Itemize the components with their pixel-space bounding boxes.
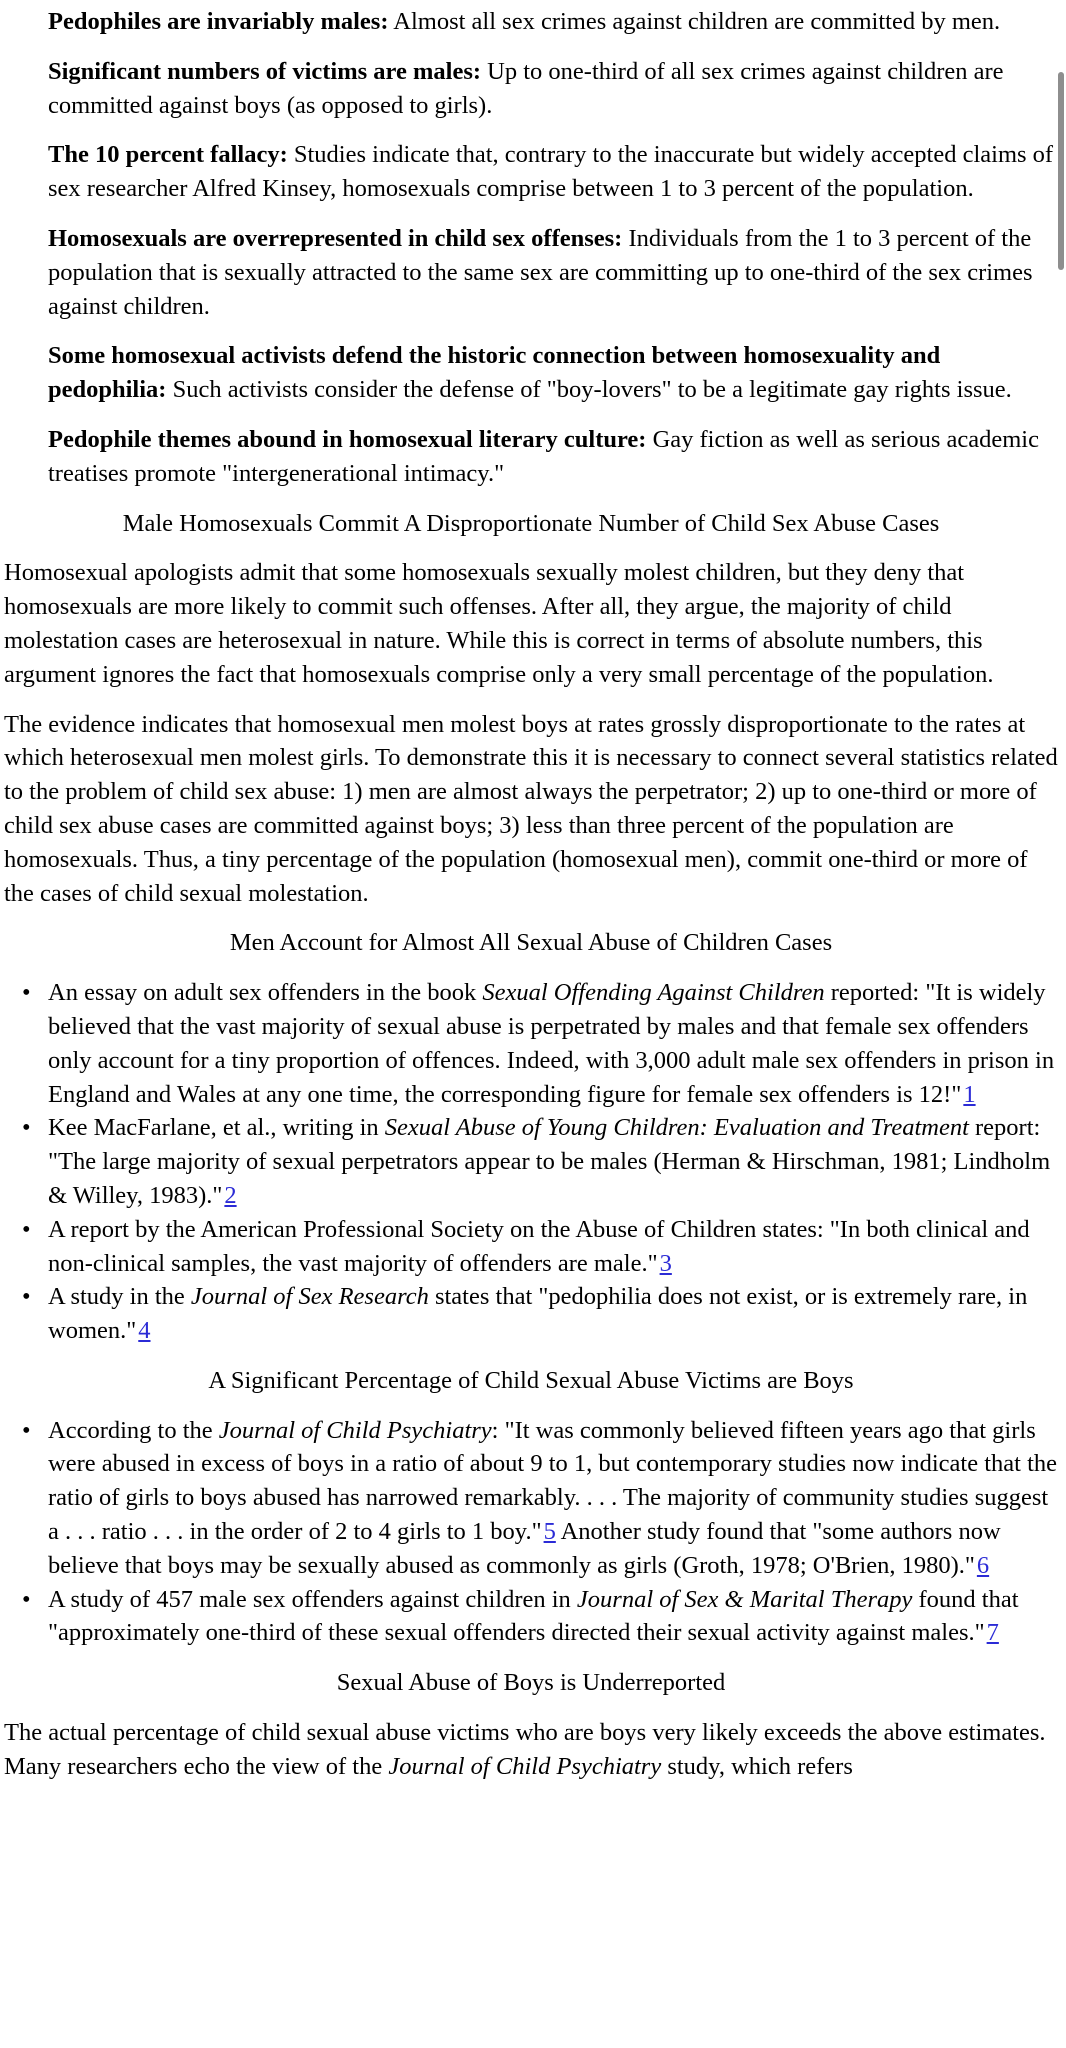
publication-title: Sexual Abuse of Young Children: Evaluation and Treatment [384,1114,969,1142]
key-point-title: Significant numbers of victims are males: [48,57,482,85]
key-point-title: The 10 percent fallacy: [48,141,288,169]
vertical-scrollbar[interactable] [1057,0,1066,2048]
item-text: A study in the [48,1283,191,1311]
key-point [48,339,1058,407]
publication-title: Journal of Child Psychiatry [388,1752,662,1780]
key-point [48,222,1058,323]
item-text: A study of 457 male sex offenders against children in [48,1585,577,1613]
bullet-icon: • [22,1283,31,1311]
list-item [22,1213,1058,1281]
list-item [22,976,1058,1111]
bullet-icon: • [22,1114,31,1142]
scrollbar-thumb[interactable] [1058,72,1064,270]
bullet-list [4,1414,1058,1651]
key-point-text: Up to one-third of all sex crimes against children are committed against boys (as opposed to girls). [48,57,1004,119]
body-paragraph: The evidence indicates that homosexual men molest boys at rates grossly disproportionate to the rates at which heterosexual men molest girls. To demonstrate this it is necessary to connect several statistics related to the problem of child sex abuse: 1) men are almost always the perpetrator; 2) up to one-third or more of child sex abuse cases are committed against boys; 3) less than three percent of the population are homosexuals. Thus, a tiny percentage of the population (homosexual men), commit one-third or more of the cases of child sexual molestation. [4,710,1058,907]
key-point-text: Studies indicate that, contrary to the inaccurate but widely accepted claims of sex researcher Alfred Kinsey, homosexuals comprise between 1 to 3 percent of the population. [48,141,1054,203]
publication-title: Journal of Sex & Marital Therapy [576,1585,913,1613]
item-text: states that "pedophilia does not exist, or is extremely rare, in women." [48,1283,1028,1345]
bullet-list [4,976,1058,1348]
section-heading: Sexual Abuse of Boys is Underreported [336,1669,726,1697]
bullet-icon: • [22,1416,31,1444]
list-item [22,1414,1058,1583]
item-text: : "It was commonly believed fifteen years ago that girls were abused in excess of boys in a ratio of about 9 to 1, but contemporary studies now indicate that the ratio of girls to boys abused has narrowed remarkably. . . . The majority of community studies suggest a . . . ratio . . . in the order of 2 to 4 girls to 1 boy." [48,1416,1057,1546]
key-point-title: Pedophile themes abound in homosexual literary culture: [48,425,647,453]
item-text: reported: "It is widely believed that the vast majority of sexual abuse is perpetrated by males and that female sex offenders only account for a tiny proportion of offences. Indeed, with 3,000 adult male sex offenders in prison in England and Wales at any one time, the corresponding figure for female sex offenders is 12!" [48,979,1055,1108]
item-text: A report by the American Professional Society on the Abuse of Children states: "In both clinical and non-clinical samples, the vast majority of offenders are male." [48,1215,1030,1277]
footnote-link[interactable]: 6 [976,1551,990,1579]
list-item [22,1111,1058,1212]
key-point-text: Almost all sex crimes against children are committed by men. [388,8,1001,35]
section-heading: Men Account for Almost All Sexual Abuse of Children Cases [229,929,833,957]
item-text: found that "approximately one-third of these sexual offenders directed their sexual activity against males." [48,1585,1019,1647]
paragraph-text: study, which refers [661,1752,853,1780]
key-point-text: Individuals from the 1 to 3 percent of the population that is sexually attracted to the same sex are committing up to one-third of the sex crimes against children. [48,224,1033,320]
item-text: report: "The large majority of sexual perpetrators appear to be males (Herman & Hirschman, 1981; Lindholm & Willey, 1983)." [48,1114,1051,1209]
key-point [48,5,1058,39]
publication-title: Journal of Sex Research [190,1283,429,1311]
key-point [48,138,1058,206]
key-points [4,5,1058,491]
document-body [4,5,1058,1800]
key-point [48,423,1058,491]
bullet-icon: • [22,979,31,1007]
list-item [22,1583,1058,1651]
bullet-icon: • [22,1585,31,1613]
item-text: According to the [48,1416,219,1444]
key-point-text: Such activists consider the defense of "boy-lovers" to be a legitimate gay rights issue. [166,376,1012,404]
item-text: Kee MacFarlane, et al., writing in [48,1114,385,1142]
list-item [22,1280,1058,1348]
key-point-title: Some homosexual activists defend the historic connection between homosexuality and pedophilia: [48,342,941,404]
item-text: Another study found that "some authors now believe that boys may be sexually abused as commonly as girls (Groth, 1978; O'Brien, 1980)." [48,1518,1001,1579]
footnote-link[interactable]: 4 [138,1317,151,1345]
footnote-link[interactable]: 1 [963,1080,976,1108]
footnote-link[interactable]: 2 [224,1181,237,1209]
item-text: An essay on adult sex offenders in the book [48,979,483,1007]
publication-title: Journal of Child Psychiatry [218,1416,492,1444]
key-point [48,55,1058,123]
body-paragraph [4,1716,1058,1784]
footnote-link[interactable]: 3 [659,1249,672,1277]
footnote-link[interactable]: 7 [986,1619,999,1647]
section-heading: A Significant Percentage of Child Sexual Abuse Victims are Boys [208,1366,854,1394]
body-paragraph: Homosexual apologists admit that some homosexuals sexually molest children, but they deny that homosexuals are more likely to commit such offenses. After all, they argue, the majority of child molestation cases are heterosexual in nature. While this is correct in terms of absolute numbers, this argument ignores the fact that homosexuals comprise only a very small percentage of the population. [4,559,994,688]
paragraph-text: The actual percentage of child sexual abuse victims who are boys very likely exceeds the above estimates. Many researchers echo the view of the [4,1719,1046,1780]
key-point-text: Gay fiction as well as serious academic treatises promote "intergenerational intimacy." [48,425,1039,487]
section-heading: Male Homosexuals Commit A Disproportionate Number of Child Sex Abuse Cases [122,509,940,537]
publication-title: Sexual Offending Against Children [482,979,825,1007]
footnote-link[interactable]: 5 [543,1518,556,1546]
key-point-title: Homosexuals are overrepresented in child sex offenses: [48,224,623,252]
bullet-icon: • [22,1215,31,1243]
key-point-title: Pedophiles are invariably males: [48,8,389,35]
